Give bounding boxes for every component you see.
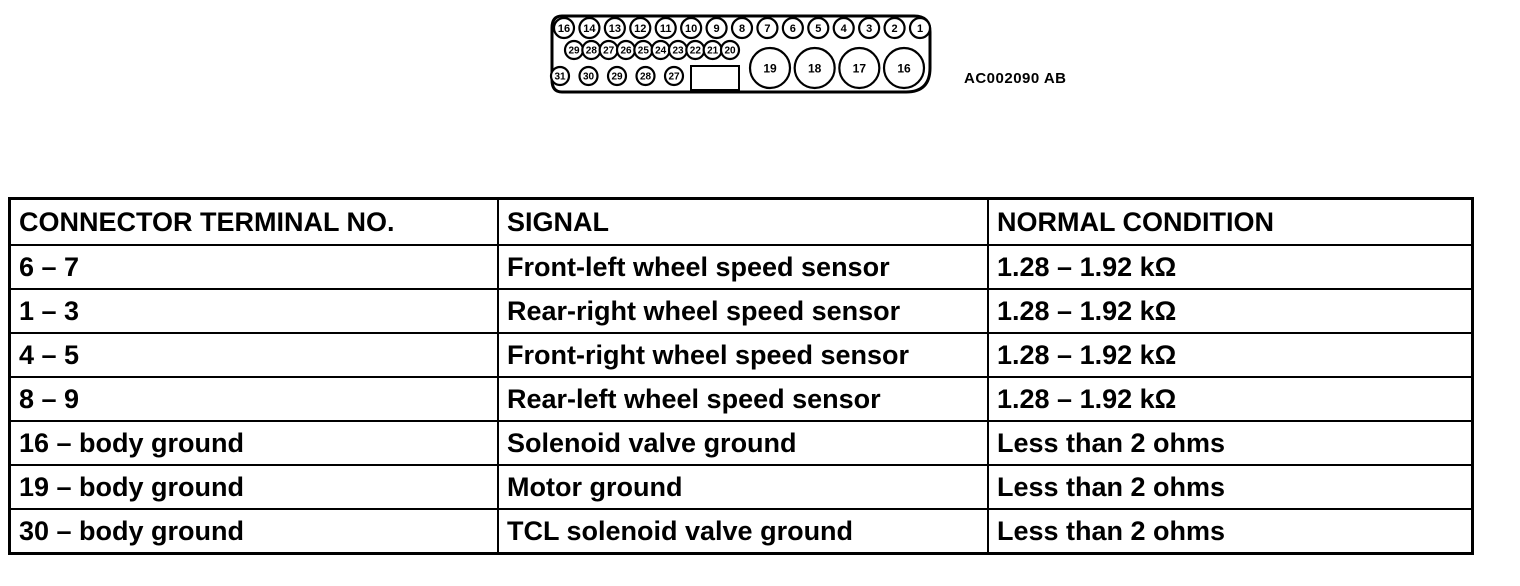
pin-label: 24 — [655, 45, 667, 57]
pin-row-2 — [565, 41, 739, 59]
table-row — [10, 289, 1473, 333]
connector-pin — [634, 41, 652, 59]
pin-label: 27 — [603, 45, 615, 57]
pin-row-1 — [554, 18, 930, 38]
header-normal-condition: NORMAL CONDITION — [988, 199, 1473, 246]
header-terminal-no: CONNECTOR TERMINAL NO. — [10, 199, 499, 246]
pin-label: 10 — [685, 22, 698, 35]
cell-signal: TCL solenoid valve ground — [498, 509, 988, 554]
connector-pin — [885, 18, 905, 38]
connector-pin — [608, 67, 626, 85]
cell-terminal: 16 – body ground — [10, 421, 499, 465]
pin-label: 17 — [852, 61, 867, 76]
table-row — [10, 245, 1473, 289]
cell-terminal: 6 – 7 — [10, 245, 499, 289]
connector-pin — [551, 67, 569, 85]
connector-pin — [565, 41, 583, 59]
pin-label: 2 — [891, 22, 898, 35]
pin-label: 5 — [815, 22, 822, 35]
cell-condition: Less than 2 ohms — [988, 421, 1473, 465]
connector-pin — [839, 48, 879, 88]
pin-label: 23 — [672, 45, 684, 57]
connector-pin — [795, 48, 835, 88]
pin-label: 26 — [620, 45, 632, 57]
connector-pin — [721, 41, 739, 59]
connector-pin — [579, 18, 599, 38]
cell-terminal: 19 – body ground — [10, 465, 499, 509]
connector-pin — [630, 18, 650, 38]
cell-terminal: 1 – 3 — [10, 289, 499, 333]
connector-illustration — [548, 10, 938, 98]
pin-label: 29 — [611, 71, 623, 83]
pin-label: 27 — [668, 71, 680, 83]
cell-signal: Solenoid valve ground — [498, 421, 988, 465]
pin-label: 28 — [585, 45, 597, 57]
pin-label: 8 — [738, 22, 746, 35]
pin-label: 7 — [764, 22, 771, 35]
connector-pin — [732, 18, 752, 38]
pin-label: 9 — [713, 22, 720, 35]
connector-pin — [617, 41, 635, 59]
cell-signal: Front-right wheel speed sensor — [498, 333, 988, 377]
connector-pin — [750, 48, 790, 88]
pin-label: 16 — [897, 61, 911, 76]
connector-pin — [910, 18, 930, 38]
pin-label: 21 — [707, 45, 719, 57]
pin-label: 25 — [637, 45, 649, 57]
pin-label: 4 — [840, 22, 847, 35]
pin-label: 29 — [568, 45, 580, 57]
cell-signal: Motor ground — [498, 465, 988, 509]
pin-label: 12 — [634, 22, 647, 35]
pin-label: 20 — [724, 45, 736, 57]
table-row — [10, 333, 1473, 377]
pin-label: 6 — [789, 22, 796, 35]
cell-signal: Front-left wheel speed sensor — [498, 245, 988, 289]
cell-condition: 1.28 – 1.92 kΩ — [988, 245, 1473, 289]
pin-label: 30 — [582, 71, 595, 83]
connector-pin — [783, 18, 803, 38]
connector-pin — [808, 18, 828, 38]
figure-label: AC002090 AB — [964, 70, 1067, 87]
pin-label: 1 — [916, 22, 924, 35]
pin-label: 16 — [557, 22, 571, 35]
terminal-spec-table — [8, 197, 1474, 555]
pin-label: 18 — [807, 61, 822, 76]
pin-label: 19 — [763, 61, 777, 76]
connector-pin — [884, 48, 924, 88]
table-header-row — [10, 199, 1473, 246]
connector-pin — [859, 18, 879, 38]
pin-row-large — [750, 48, 924, 88]
cell-signal: Rear-right wheel speed sensor — [498, 289, 988, 333]
cell-signal: Rear-left wheel speed sensor — [498, 377, 988, 421]
connector-pin — [605, 18, 625, 38]
connector-pin — [580, 67, 598, 85]
connector-pin — [686, 41, 704, 59]
connector-pin — [757, 18, 777, 38]
connector-pin — [600, 41, 618, 59]
cell-condition: 1.28 – 1.92 kΩ — [988, 333, 1473, 377]
connector-pin — [652, 41, 670, 59]
connector-pin — [707, 18, 727, 38]
pin-label: 13 — [608, 22, 621, 35]
pin-label: 22 — [689, 45, 701, 57]
connector-pin — [834, 18, 854, 38]
connector-pin — [704, 41, 722, 59]
pin-label: 3 — [866, 22, 873, 35]
pin-label: 14 — [583, 22, 596, 35]
table-row — [10, 377, 1473, 421]
cell-terminal: 30 – body ground — [10, 509, 499, 554]
cell-condition: Less than 2 ohms — [988, 465, 1473, 509]
connector-pin — [665, 67, 683, 85]
cell-condition: 1.28 – 1.92 kΩ — [988, 289, 1473, 333]
cell-condition: 1.28 – 1.92 kΩ — [988, 377, 1473, 421]
connector-pin — [637, 67, 655, 85]
connector-pin — [554, 18, 574, 38]
connector-pin — [681, 18, 701, 38]
header-signal: SIGNAL — [498, 199, 988, 246]
table-row — [10, 465, 1473, 509]
cell-terminal: 8 – 9 — [10, 377, 499, 421]
connector-key-slot — [691, 66, 739, 90]
pin-label: 28 — [639, 71, 652, 83]
connector-pin — [669, 41, 687, 59]
cell-condition: Less than 2 ohms — [988, 509, 1473, 554]
pin-row-3 — [551, 67, 683, 85]
connector-pin — [656, 18, 676, 38]
pin-label: 11 — [659, 22, 672, 35]
table-row — [10, 421, 1473, 465]
connector-diagram — [548, 10, 938, 98]
pin-label: 31 — [554, 71, 566, 83]
connector-pin — [582, 41, 600, 59]
cell-terminal: 4 – 5 — [10, 333, 499, 377]
table-row — [10, 509, 1473, 554]
